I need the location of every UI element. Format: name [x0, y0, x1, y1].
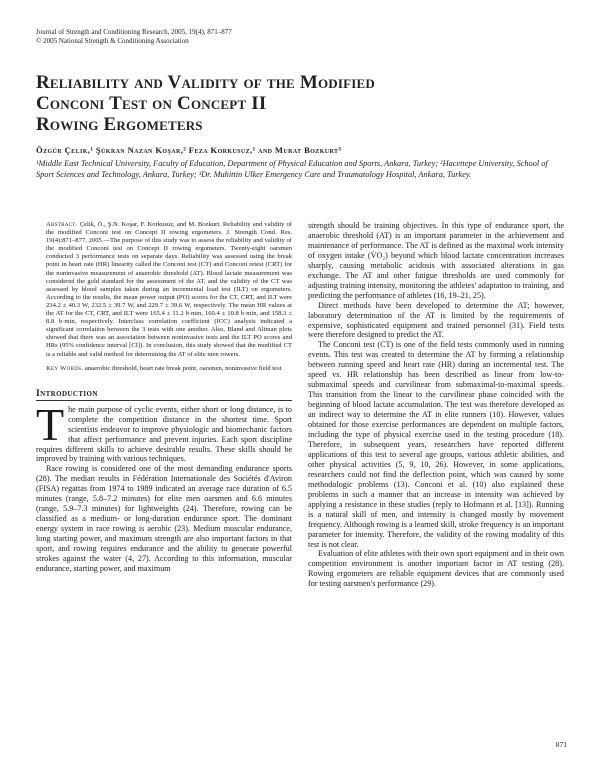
- introduction-body: [36, 398, 292, 574]
- left-column: [36, 221, 292, 574]
- paragraph: strength should be training objectives. In this type of endurance sport, the anaerobic threshold (AT) is an important parameter in the achievement and maintenance of performance. The AT is defined as the maximal work intensity of oxygen intake (V̇O₂) beyond which blood lactate concentration increases sharply, causing metabolic acidosis with associated alterations in gas exchange. The AT and other fatigue thresholds are used commonly for adjusting training intensity, monitoring the athletes' adaptation to training, and predicting the performance of athletes (16, 19–21, 25).: [308, 221, 564, 300]
- page-number: 871: [555, 740, 567, 749]
- right-column-body: [308, 221, 564, 589]
- key-words-text: anaerobic threshold, heart rate break point, oarsmen, noninvasive field test: [83, 364, 282, 372]
- article-page: [36, 28, 564, 589]
- key-words-label: Key Words.: [46, 364, 84, 372]
- page-footer: [527, 740, 567, 750]
- abstract: [36, 221, 292, 359]
- key-words: [36, 365, 292, 373]
- author-list: Özgür Çelik,¹ Şükran Nazan Koşar,² Feza Korkusuz,¹ and Murat Bozkurt³: [36, 145, 342, 155]
- drop-cap: T: [36, 398, 65, 450]
- title-line: Reliability and Validity of the Modified: [36, 72, 376, 93]
- introduction-heading: Introduction: [36, 388, 292, 401]
- abstract-text: Çelik, Ö., Ş.N. Koşar, F. Korkusuz, and M. Bozkurt. Reliability and validity of the modified Conconi test on Concept II rowing ergometers. J. Strength Cond. Res. 19(4):871–877. 2005.—The purpose of this study was to assess the reliability and validity of the modified Conconi test on Concept II rowing ergometers. Twenty-eight oarsmen conducted 3 performance tests on separate days. Reliability was assessed using the break point in heart rate (HR) linearity called the Conconi test (CT) and Conconi retest (CRT) for the noninvasive measurement of anaerobic threshold (AT). Blood lactate measurement was considered the gold standard for the assessment of the AT, and the validity of the CT was assessed by blood samples taken during an incremental load test (ILT) on ergometers. According to the results, the mean power output (PO) scores for the CT, CRT, and ILT were 234.2 ± 40.3 W, 232.5 ± 39.7 W, and 229.7 ± 39.6 W, respectively. The mean HR values at the AT for the CT, CRT, and ILT were 165.4 ± 11.2 b·min, 160.4 ± 10.8 b·min, and 158.3 ± 8.8 b·min, respectively. Interclass correlation coefficient (ICC) analysis indicated a significant correlation between the 3 tests with one another. Also, Bland and Altman plots showed that there was an association between noninvasive tests and the ILT PO scores and HRs (95% confidence interval [CI]). In conclusion, this study showed that the modified CT is a reliable and valid method for determining the AT of elite men rowers.: [46, 221, 292, 358]
- paragraph: The Conconi test (CT) is one of the field tests commonly used in running events. This test was created to determine the AT by forming a relationship between running speed and heart rate (HR) during an incremental test. The speed vs. HR relationship has been described as linear from low-to-submaximal speeds and curvilinear from submaximal-to-maximal speeds. This transition from the linear to the curvilinear phase coincided with the beginning of blood lactate accumulation. The test was therefore developed as an indirect way to determine the AT in elite runners (10). However, values obtained for those exercise performances are dependent on multiple factors, including the type of physical exercise used in the testing procedure (18). Therefore, in subsequent years, researchers have reported different applications of this test to several age groups, various athletic abilities, and other physical activities (5, 9, 10, 26). However, in some applications, researchers could not find the deflection point, which was caused by some methodologic problems (13). Conconi et al. (10) also explained these problems in such a manner that an increase in intensity was achieved by applying a resistance in these studies (reply to Hofmann et al. [13]). Running is a natural skill of men, and intensity is changed mostly by movement frequency. Although rowing is a learned skill, stroke frequency is an important parameter for intensity. Therefore, the validity of the rowing modality of this test is not clear.: [308, 340, 564, 549]
- right-column: [308, 221, 564, 589]
- title-line: Rowing Ergometers: [36, 114, 203, 135]
- article-title: [36, 72, 564, 135]
- copyright-line: © 2005 National Strength & Conditioning Association: [36, 37, 189, 45]
- abstract-label: Abstract.: [46, 221, 78, 228]
- paragraph: The main purpose of cyclic events, either short or long distance, is to complete the competition distance in the shortest time. Sport scientists endeavor to improve physiologic and biomechanic factors that affect performance and prevent injuries. Each sport discipline requires different skills to achieve desirable results. These skills should be improved by training with various techniques.: [36, 398, 292, 464]
- title-line: Conconi Test on Concept II: [36, 93, 267, 114]
- journal-citation: Journal of Strength and Conditioning Research, 2005, 19(4), 871–877: [36, 28, 232, 36]
- paragraph: Race rowing is considered one of the most demanding endurance sports (28). The median results in Fédération Internationale des Sociétés d'Aviron (FISA) regattas from 1974 to 1989 indicated an average race duration of 6.5 minutes (range, 5.8–7.2 minutes) for elite men oarsmen and 6.6 minutes (range, 5.9–7.3 minutes) for lightweights (24). Therefore, rowing can be classified as a medium- or long-duration endurance sport. The dominant energy system in race rowing is aerobic (23). Medium muscular endurance, long starting power, and maximum strength are also important factors in that sport, and rowing requires endurance and the ability to generate powerful strokes against the water (4, 27). According to this information, muscular endurance, starting power, and maximum: [36, 464, 292, 573]
- paragraph: Direct methods have been developed to determine the AT; however, laboratory determination of the AT is limited by the requirements of expensive, sophisticated equipment and trained personnel (31). Field tests were therefore designed to predict the AT.: [308, 300, 564, 340]
- paragraph: Evaluation of elite athletes with their own sport equipment and in their own competition environment is another important factor in AT testing (28). Rowing ergometers are reliable equipment devices that are commonly used for testing oarsmen's performance (29).: [308, 549, 564, 589]
- author-affiliations: ¹Middle East Technical University, Faculty of Education, Department of Physical Education and Sports, Ankara, Turkey; ²Hacettepe University, School of Sport Sciences and Technology, Ankara, Turkey; ³Dr. Muhittin Ulker Emergency Care and Traumatology Hospital, Ankara, Turkey.: [36, 159, 548, 179]
